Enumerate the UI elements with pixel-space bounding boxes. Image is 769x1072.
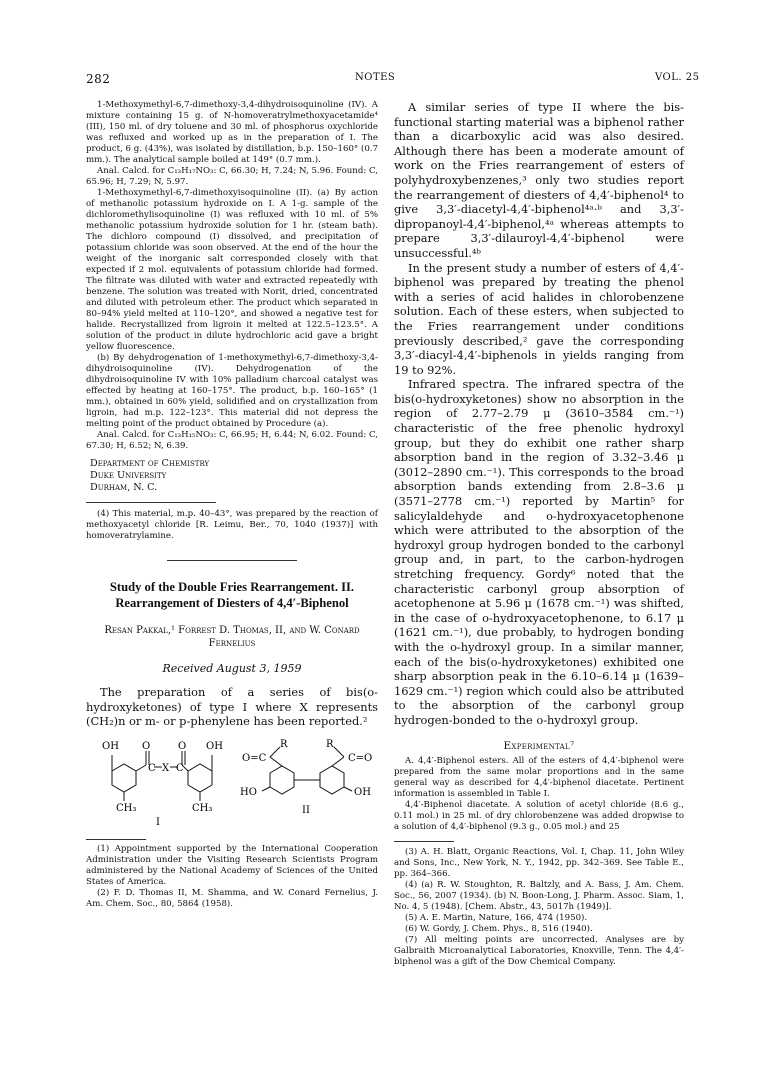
analysis-iv: Anal. Calcd. for C₁₃H₁₇NO₃: C, 66.30; H, 7.24; N, 5.96. Found: C, 65.96; H, 7.29; N, 5.97.	[86, 166, 378, 187]
structure-i-oh-left: OH	[102, 740, 119, 752]
footnote-rule	[86, 502, 216, 503]
experimental-diacetate: 4,4′-Biphenol diacetate. A solution of acetyl chloride (8.6 g., 0.11 mol.) in 25 ml. of dry chlorobenzene was added dropwise to a solution of 4,4′-biphenol (9.3 g., 0.05 mol.) and 25	[394, 799, 684, 832]
paragraph-infrared: Infrared spectra. The infrared spectra of the bis(o-hydroxyketones) show no absorption in the region of 2.77–2.79 μ (3610–3584 cm.⁻¹) characteristic of the free phenolic hydroxyl group, but they do exhibit one rather sharp absorption band in the region of 3.32–3.46 μ (3012–2890 cm.⁻¹). This corresponds to the broad absorption bands extending from 2.8–3.6 μ (3571–2778 cm.⁻¹) reported by Martin⁵ for salicylaldehyde and o-hydroxyacetophenone which were attributed to the absorption of the hydroxyl group hydrogen bonded to the carbonyl group and, in part, to the carbon-hydrogen stretching frequency. Gordy⁶ noted that the characteristic carbonyl group absorption of acetophenone at 5.96 μ (1678 cm.⁻¹) was shifted, in the case of o-hydroxyacetophenone, to 6.17 μ (1621 cm.⁻¹), due probably, to hydrogen bonding with the o-hydroxyl group. In a similar manner, each of the bis(o-hydroxyketones) exhibited one sharp absorption peak in the 6.10–6.14 μ (1639–1629 cm.⁻¹) region which could also be attributed to the absorption of the carbonyl group hydrogen-bonded to the o-hydroxyl group.	[394, 377, 684, 727]
page-number: 282	[86, 72, 111, 86]
structure-ii-carbonyl-left: O=C	[242, 752, 267, 764]
structure-i-oh-right: OH	[206, 740, 223, 752]
footnote-4: (4) This material, m.p. 40–43°, was prepared by the reaction of methoxyacetyl chloride [R. Leimu, Ber., 70, 1040 (1937)] with homoveratrylamine.	[86, 509, 378, 541]
affiliation-line: Department of Chemistry	[90, 458, 210, 469]
paragraph-compound-iv: 1-Methoxymethyl-6,7-dimethoxy-3,4-dihydroisoquinoline (IV). A mixture containing 15 g. of N-homoveratrylmethoxyacetamide⁴ (III), 150 ml. of dry toluene and 30 ml. of phosphorus oxychloride was refluxed and worked up as in the preparation of I. The product, 6 g. (43%), was isolated by distillation, b.p. 150–160° (0.7 mm.). The analytical sample boiled at 149° (0.7 mm.).	[86, 100, 378, 165]
structure-ii-ho: HO	[240, 786, 257, 798]
paragraph-procedure-b: (b) By dehydrogenation of 1-methoxymethyl-6,7-dimethoxy-3,4-dihydroisoquinoline (IV). Dehydrogenation of the dihydroisoquinoline IV with 10% palladium charcoal catalyst was effected by heating at 160–175°. The product, b.p. 160–165° (1 mm.), obtained in 60% yield, solidified and on crystallization from ligroin, had m.p. 122–123°. This material did not depress the melting point of the product obtained by Procedure (a).	[86, 353, 378, 429]
structure-figures	[86, 733, 378, 839]
affiliation-line: Durham, N. C.	[90, 482, 158, 493]
structure-i-ch3-left: CH₃	[116, 802, 137, 814]
structure-i-o-left: O	[142, 740, 151, 752]
right-column	[394, 100, 684, 968]
structure-ii-oh: OH	[354, 786, 371, 798]
footnote-6: (6) W. Gordy, J. Chem. Phys., 8, 516 (1940).	[405, 923, 593, 934]
footnote-rule	[394, 841, 454, 842]
structure-ii-r-right: R	[326, 738, 334, 750]
paragraph-compound-ii: 1-Methoxymethyl-6,7-dimethoxyisoquinoline (II). (a) By action of methanolic potassium hydroxide on I. A 1-g. sample of the dichloromethylisoquinoline (I) was refluxed with 10 ml. of 5% methanolic potassium hydroxide solution for 1 hr. (steam bath). The dichloro compound (I) dissolved, and precipitation of potassium chloride was soon observed. At the end of the hour the weight of the inorganic salt corresponded closely with that expected if 2 mol. equivalents of potassium chloride had formed. The filtrate was diluted with water and extracted repeatedly with benzene. The solution was treated with Norit, dried, concentrated and diluted with petroleum ether. The product which separated in 80–94% yield melted at 110–120°, and showed a negative test for halide. Recrystallized from ligroin it melted at 122.5–123.5°. A solution of the product in dilute hydrochloric acid gave a bright yellow fluorescence.	[86, 188, 378, 352]
structure-ii-carbonyl-right: C=O	[348, 752, 373, 764]
footnote-3: (3) A. H. Blatt, Organic Reactions, Vol. I, Chap. 11, John Wiley and Sons, Inc., New York, N. Y., 1942, pp. 342–369. See Table E., pp. 364–366.	[394, 846, 684, 879]
paragraph-biphenol-series: A similar series of type II where the bis-functional starting material was a biphenol rather than a dicarboxylic acid was also desired. Although there has been a moderate amount of work on the Fries rearrangement of esters of polyhydroxybenzenes,³ only two studies report the rearrangement of diesters of 4,4′-biphenol⁴ to give 3,3′-diacetyl-4,4′-biphenol⁴ᵃ·ᵇ and 3,3′-dipropanoyl-4,4′-biphenol,⁴ᵃ whereas attempts to prepare 3,3′-dilauroyl-4,4′-biphenol were unsuccessful.⁴ᵇ	[394, 100, 684, 260]
experimental-esters: A. 4,4′-Biphenol esters. All of the esters of 4,4′-biphenol were prepared from the same molar proportions and in the same general way as described for 4,4′-biphenol diacetate. Pertinent information is assembled in Table I.	[394, 755, 684, 799]
paragraph-present-study: In the present study a number of esters of 4,4′-biphenol was prepared by treating the phenol with a series of acid halides in chlorobenzene solution. Each of these esters, when subjected to the Fries rearrangement under conditions previously described,² gave the corresponding 3,3′-diacyl-4,4′-biphenols in yields ranging from 19 to 92%.	[394, 260, 684, 377]
affiliation-line: Duke University	[90, 470, 167, 481]
running-head: NOTES	[355, 72, 396, 83]
intro-paragraph: The preparation of a series of bis(o-hydroxyketones) of type I where X represents (CH₂)n or m- or p-phenylene has been reported.²	[86, 685, 378, 729]
structure-ii-label: II	[302, 804, 310, 816]
footnote-2: (2) F. D. Thomas II, M. Shamma, and W. Conard Fernelius, J. Am. Chem. Soc., 80, 5864 (1958).	[86, 887, 378, 909]
analysis-ii: Anal. Calcd. for C₁₃H₁₅NO₃: C, 66.95; H, 6.44; N, 6.02. Found: C, 67.30; H, 6.52; N, 6.39.	[86, 430, 378, 451]
article-title: Study of the Double Fries Rearrangement. II. Rearrangement of Diesters of 4,4′-Biphenol	[109, 580, 355, 610]
structure-i-label: I	[156, 816, 160, 828]
volume-label: VOL. 25	[655, 72, 700, 83]
footnote-1: (1) Appointment supported by the International Cooperation Administration under the Visiting Research Scientists Program administered by the National Academy of Sciences of the United States of America.	[86, 843, 378, 887]
footnote-5: (5) A. E. Martin, Nature, 166, 474 (1950).	[405, 912, 588, 923]
structure-ii	[236, 733, 386, 837]
structure-i-ch3-right: CH₃	[192, 802, 213, 814]
structure-i-carbon-right: C	[176, 762, 184, 774]
structure-i	[98, 733, 228, 837]
structure-i-o-right: O	[178, 740, 187, 752]
structure-i-carbon-left: C	[148, 762, 156, 774]
received-date: Received August 3, 1959	[162, 662, 302, 676]
structure-ii-r-left: R	[280, 738, 288, 750]
article-authors: Resan Pakkal,¹ Forrest D. Thomas, II, and W. Conard Fernelius	[104, 625, 360, 649]
experimental-heading: Experimental⁷	[503, 739, 575, 752]
footnote-4-refs: (4) (a) R. W. Stoughton, R. Baltzly, and A. Bass, J. Am. Chem. Soc., 56, 2007 (1934). (b) N. Boon-Long, J. Pharm. Assoc. Siam, 1, No. 4, 5 (1948). [Chem. Abstr., 43, 5017h (1949)].	[394, 879, 684, 912]
structure-i-x: X	[162, 762, 170, 774]
footnote-7: (7) All melting points are uncorrected. Analyses are by Galbraith Microanalytical Laboratories, Knoxville, Tenn. The 4,4′-biphenol was a gift of the Dow Chemical Company.	[394, 934, 684, 967]
footnote-rule	[86, 839, 146, 840]
article-separator	[167, 560, 297, 561]
left-column	[86, 100, 378, 910]
